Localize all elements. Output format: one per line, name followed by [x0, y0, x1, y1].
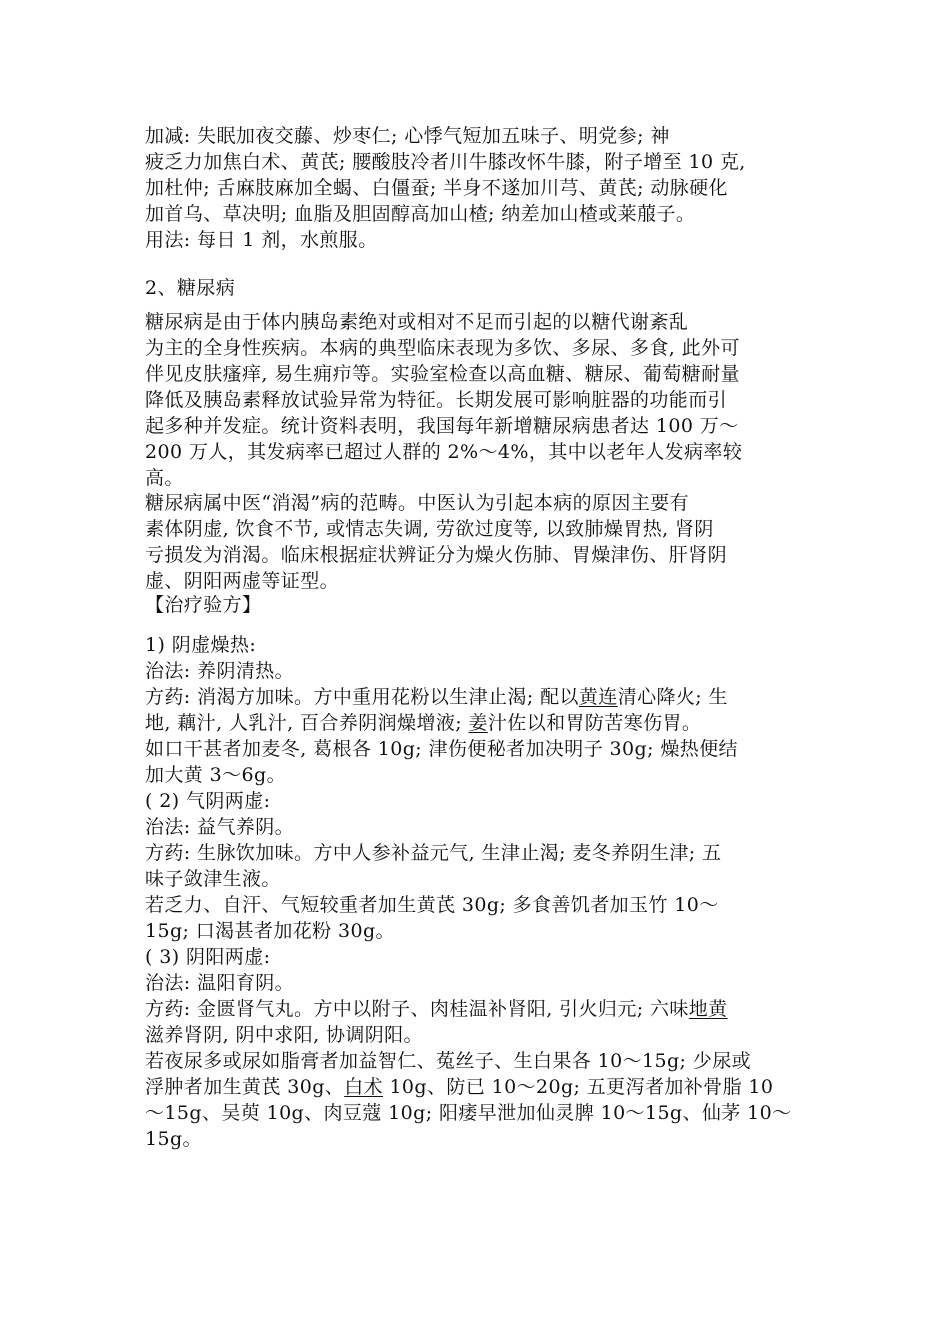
text-line: 降低及胰岛素释放试验异常为特征。长期发展可影响脏器的功能而引 — [145, 389, 728, 411]
text-line: 糖尿病属中医“消渴”病的范畴。中医认为引起本病的原因主要有 — [145, 492, 690, 514]
text-line: 1) 阴虚燥热: — [145, 634, 257, 656]
text-line: ( 3) 阴阳两虚: — [145, 946, 271, 968]
text-line: ( 2) 气阴两虚: — [145, 790, 271, 812]
text-line: 治法: 温阳育阴。 — [145, 972, 295, 994]
text-line: 用法: 每日 1 剂，水煎服。 — [145, 229, 378, 251]
text-line: 方药: 消渴方加味。方中重用花粉以生津止渴; 配以黄连清心降火; 生 — [145, 686, 728, 708]
section-heading: 2、糖尿病 — [145, 277, 236, 299]
text-line: 疲乏力加焦白术、黄芪; 腰酸肢冷者川牛膝改怀牛膝，附子增至 10 克, — [145, 151, 746, 173]
text-line: 亏损发为消渴。临床根据症状辨证分为燥火伤肺、胃燥津伤、肝肾阴 — [145, 544, 728, 566]
text-line: 糖尿病是由于体内胰岛素绝对或相对不足而引起的以糖代谢紊乱 — [145, 311, 689, 333]
text-line: 治法: 养阴清热。 — [145, 660, 295, 682]
text-line: 若乏力、自汗、气短较重者加生黄芪 30g; 多食善饥者加玉竹 10～ — [145, 894, 719, 916]
text-line: 200 万人，其发病率已超过人群的 2%～4%，其中以老年人发病率较 — [145, 441, 743, 463]
text-line: 浮肿者加生黄芪 30g、白术 10g、防已 10～20g; 五更泻者加补骨脂 10 — [145, 1076, 774, 1098]
underlined-term: 姜 — [468, 712, 488, 734]
text-line: 地, 藕汁, 人乳汁, 百合养阴润燥增液; 姜汁佐以和胃防苦寒伤胃。 — [145, 712, 702, 734]
text-line: 治法: 益气养阴。 — [145, 816, 295, 838]
text-line: 若夜尿多或尿如脂膏者加益智仁、菟丝子、生白果各 10～15g; 少尿或 — [145, 1050, 751, 1072]
text-line: 加首乌、草决明; 血脂及胆固醇高加山楂; 纳差加山楂或莱菔子。 — [145, 203, 696, 225]
text-line: 15g。 — [145, 1128, 202, 1150]
text-line: 素体阴虚, 饮食不节, 或情志失调, 劳欲过度等, 以致肺燥胃热, 肾阴 — [145, 518, 714, 540]
text-line: 如口干甚者加麦冬, 葛根各 10g; 津伤便秘者加决明子 30g; 燥热便结 — [145, 738, 738, 760]
underlined-term: 白术 — [344, 1076, 383, 1098]
text-line: 加大黄 3～6g。 — [145, 764, 286, 786]
text-line: ～15g、吴萸 10g、肉豆蔻 10g; 阳痿早泄加仙灵脾 10～15g、仙茅 10～ — [145, 1102, 792, 1124]
text-line: 伴见皮肤瘙痒, 易生痈疖等。实验室检查以高血糖、糖尿、葡萄糖耐量 — [145, 363, 740, 385]
text-line: 15g; 口渴甚者加花粉 30g。 — [145, 920, 395, 942]
text-line: 为主的全身性疾病。本病的典型临床表现为多饮、多尿、多食, 此外可 — [145, 337, 740, 359]
subsection-heading: 【治疗验方】 — [145, 594, 262, 616]
text-line: 虚、阴阳两虚等证型。 — [145, 570, 340, 592]
underlined-term: 黄连 — [578, 686, 618, 708]
text-line: 起多种并发症。统计资料表明，我国每年新增糖尿病患者达 100 万～ — [145, 415, 739, 437]
text-line: 方药: 金匮肾气丸。方中以附子、肉桂温补肾阳, 引火归元; 六味地黄 — [145, 998, 728, 1020]
underlined-term: 地黄 — [688, 998, 728, 1020]
text-line: 方药: 生脉饮加味。方中人参补益元气, 生津止渴; 麦冬养阴生津; 五 — [145, 842, 722, 864]
text-line: 加杜仲; 舌麻肢麻加全蝎、白僵蚕; 半身不遂加川芎、黄芪; 动脉硬化 — [145, 177, 728, 199]
text-line: 加减: 失眠加夜交藤、炒枣仁; 心悸气短加五味子、明党参; 神 — [145, 125, 670, 147]
text-line: 滋养肾阴, 阴中求阳, 协调阴阳。 — [145, 1024, 423, 1046]
text-line: 高。 — [145, 467, 184, 489]
text-line: 味子敛津生液。 — [145, 868, 281, 890]
